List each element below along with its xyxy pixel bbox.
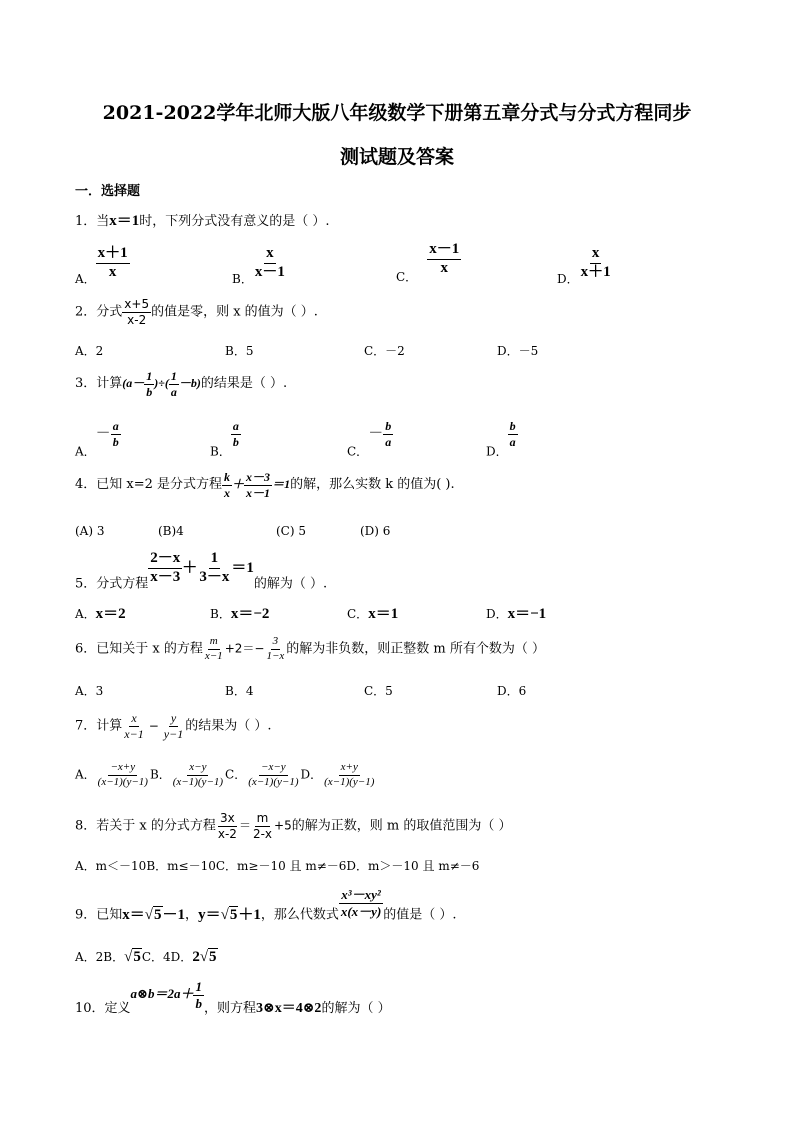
q10-mid: ，则方程 — [203, 1001, 256, 1017]
denominator: x — [440, 259, 448, 276]
fraction — [222, 471, 232, 499]
q2-option-a: A．2 — [75, 344, 104, 358]
denominator: a — [509, 434, 516, 449]
option-label: D． — [486, 607, 508, 621]
q4-option-d: (D) 6 — [360, 524, 391, 538]
fraction — [96, 246, 130, 281]
q1-option-c — [396, 242, 461, 285]
denominator: (x−1)(y−1) — [97, 775, 148, 788]
option-value: x＝−2 — [230, 606, 270, 622]
q2-option-b: B．5 — [225, 344, 254, 358]
fraction — [162, 712, 185, 740]
q1-suffix: 时，下列分式没有意义的是（ ）. — [139, 214, 330, 229]
sign: － — [95, 425, 111, 442]
numerator: x＋1 — [96, 246, 130, 264]
option-label: D． — [300, 767, 323, 782]
denominator: x(x－y) — [340, 903, 382, 919]
denominator: x−1 — [204, 649, 223, 662]
denominator: 2-x — [252, 826, 273, 841]
q5-prefix: 5．分式方程 — [75, 576, 149, 592]
option-label: C． — [225, 767, 247, 782]
denominator: (x−1)(y−1) — [172, 775, 224, 788]
option-label: B． — [210, 607, 231, 621]
option-value: x＝−1 — [507, 606, 547, 622]
operator: ＋ — [182, 559, 198, 576]
fraction — [383, 420, 393, 448]
numerator: x+5 — [124, 297, 150, 311]
fraction — [427, 242, 461, 277]
numerator: y — [170, 711, 177, 725]
denominator: x－3 — [150, 568, 181, 585]
denominator: x-2 — [127, 312, 147, 327]
numerator: 3x — [220, 811, 235, 825]
denominator: a — [170, 384, 177, 399]
denominator: (x−1)(y−1) — [248, 775, 299, 788]
q3-prefix: 3．计算 — [75, 375, 123, 391]
numerator: −x−y — [259, 762, 288, 776]
q7-suffix: 的结果为（ ）. — [185, 718, 272, 734]
numerator: x−y — [187, 762, 208, 776]
option-label: A． — [75, 607, 96, 621]
denominator: x＋1 — [580, 263, 611, 280]
q8-options: A．m＜－10B．m≤－10C．m≥－10 且 m≠－6D．m＞－10 且 m≠－6 — [75, 859, 480, 873]
option-value: x＝1 — [368, 606, 399, 622]
numerator: x — [590, 246, 602, 264]
fraction — [193, 980, 204, 1010]
fraction — [322, 762, 376, 788]
q6-mid: +2＝− — [224, 641, 265, 656]
title-line-2: 测试题及答案 — [339, 146, 454, 168]
q3-option-a — [75, 420, 121, 460]
q5-option-d — [486, 602, 546, 623]
q9-options — [75, 948, 218, 966]
fraction — [96, 762, 150, 788]
expr-part: y＝ — [198, 906, 221, 923]
q4-equation — [222, 470, 291, 500]
numerator: x — [131, 711, 137, 725]
q4-suffix: 的解，那么实数 k 的值为( ). — [290, 476, 455, 492]
title-line-1: 2021-2022学年北师大版八年级数学下册第五章分式与分式方程同步 — [102, 102, 692, 124]
numerator: m — [256, 811, 269, 825]
sign: － — [368, 425, 384, 442]
fraction — [264, 636, 286, 662]
q5-option-c — [347, 602, 398, 623]
radicand: 5 — [209, 949, 217, 965]
q6-option-b: B．4 — [225, 684, 254, 698]
q10-equation: 3⊗x＝4⊗2 — [255, 1001, 322, 1017]
expr-part: (a－ — [122, 375, 145, 390]
numerator: 2－x — [148, 551, 182, 569]
q5-option-a — [75, 602, 126, 623]
numerator: x－1 — [427, 242, 461, 260]
q9-prefix: 9．已知 — [75, 907, 123, 923]
q1-prefix: 1．当 — [75, 214, 110, 229]
option-label: B． — [210, 444, 231, 459]
question-6 — [75, 636, 545, 662]
page-title-line-2 — [0, 142, 794, 169]
q1-option-d — [557, 246, 613, 287]
q4-option-b: (B)4 — [158, 524, 184, 538]
page-title — [0, 98, 794, 125]
question-4 — [75, 471, 455, 499]
sqrt-icon: √5 — [220, 906, 238, 923]
numerator: x－3 — [246, 470, 271, 484]
q3-option-c — [347, 420, 393, 460]
numerator: x³－xy² — [341, 887, 381, 902]
question-10 — [75, 980, 391, 1017]
question-1 — [75, 209, 330, 230]
option-label: A．2B． — [75, 950, 125, 964]
sqrt-icon: √5 — [144, 906, 162, 923]
equals: ＝ — [238, 818, 251, 833]
radicand: 5 — [154, 906, 162, 923]
radicand: 5 — [229, 906, 238, 923]
q4-prefix: 4．已知 x=2 是分式方程 — [75, 476, 223, 492]
q6-suffix: 的解为非负数，则正整数 m 所有个数为（ ） — [286, 641, 545, 657]
q10-suffix: 的解为（ ） — [321, 1001, 391, 1017]
q1-option-a — [75, 246, 130, 287]
q4-option-a: (A) 3 — [75, 524, 105, 538]
denominator: x－1 — [246, 485, 271, 500]
option-label: C． — [347, 444, 369, 459]
expr-part: ＋1 — [238, 906, 261, 923]
denominator: 1−x — [266, 649, 285, 662]
fraction — [253, 246, 287, 281]
fraction — [579, 246, 613, 281]
option-label: C． — [396, 269, 418, 284]
q2-suffix: 的值是零，则 x 的值为（ ）. — [151, 304, 318, 320]
denominator: x — [108, 263, 117, 280]
expr-part: －1 — [162, 906, 186, 923]
question-8 — [75, 812, 511, 840]
denominator: b — [112, 434, 119, 449]
numerator: a — [112, 419, 119, 433]
denominator: y−1 — [163, 726, 184, 741]
denominator: x−1 — [124, 726, 144, 741]
q1-option-b — [232, 246, 287, 287]
fraction — [216, 812, 239, 840]
fraction — [197, 551, 231, 586]
option-label: A． — [75, 271, 96, 286]
q9-suffix: 的值是（ ）. — [383, 907, 457, 923]
fraction — [508, 420, 518, 448]
fraction — [148, 551, 182, 586]
q5-equation — [148, 550, 254, 585]
q6-option-d: D．6 — [497, 684, 527, 698]
fraction — [122, 712, 145, 740]
denominator: b — [232, 434, 239, 449]
q3-option-d — [486, 420, 518, 460]
fraction — [231, 420, 241, 448]
question-7 — [75, 712, 271, 740]
equals: ＝1 — [272, 476, 291, 491]
coefficient: 2 — [192, 949, 200, 965]
expr-part: a⊗b＝2a＋ — [130, 986, 194, 1002]
q4-option-c: (C) 5 — [276, 524, 306, 538]
numerator: k — [224, 470, 231, 484]
q2-fraction — [122, 298, 151, 326]
numerator: 1 — [209, 551, 221, 569]
option-label: C．4D． — [141, 950, 193, 964]
option-label: B． — [149, 767, 171, 782]
fraction — [244, 471, 272, 499]
fraction — [171, 762, 225, 788]
q9-mid: ，那么代数式 — [260, 907, 339, 923]
question-3 — [75, 370, 287, 398]
numerator: b — [509, 419, 516, 433]
q3-suffix: 的结果是（ ）. — [200, 375, 288, 391]
question-9 — [75, 888, 457, 924]
numerator: −x+y — [108, 762, 137, 776]
fraction — [111, 420, 121, 448]
operator: ＋ — [232, 476, 245, 491]
option-label: A． — [75, 767, 96, 782]
operator: +5 — [274, 818, 292, 833]
denominator: x — [224, 485, 231, 500]
sqrt-icon: √5 — [124, 949, 141, 965]
option-label: D． — [557, 271, 579, 286]
expr-part: x＝ — [122, 906, 145, 923]
question-5 — [75, 551, 327, 592]
numerator: x — [264, 246, 276, 264]
numerator: x+y — [339, 762, 360, 776]
equals: ＝1 — [231, 559, 254, 576]
fraction — [246, 762, 300, 788]
option-label: C． — [347, 607, 369, 621]
sqrt-icon: √5 — [199, 949, 217, 965]
numerator: b — [385, 419, 392, 433]
q2-option-c: C．－2 — [364, 344, 405, 358]
q3-expression — [122, 369, 201, 399]
denominator: (x−1)(y−1) — [324, 775, 375, 788]
question-2 — [75, 298, 318, 326]
operator: − — [148, 718, 159, 733]
option-label: A． — [75, 444, 96, 459]
fraction — [203, 636, 225, 662]
q2-option-d: D．－5 — [497, 344, 539, 358]
numerator: a — [232, 419, 239, 433]
fraction — [339, 888, 383, 918]
fraction — [169, 370, 179, 398]
denominator: b — [146, 384, 153, 399]
q2-prefix: 2．分式 — [75, 304, 123, 320]
q10-definition — [130, 979, 204, 1011]
separator: ， — [185, 907, 199, 923]
q3-option-b — [210, 420, 241, 460]
section-heading: 一．选择题 — [75, 184, 141, 199]
q5-option-b — [210, 602, 269, 623]
numerator: 1 — [170, 369, 177, 383]
numerator: 1 — [195, 979, 202, 994]
denominator: b — [195, 995, 202, 1011]
q7-prefix: 7．计算 — [75, 718, 123, 734]
q5-suffix: 的解为（ ）. — [253, 576, 328, 592]
q1-condition: x＝1 — [109, 213, 140, 229]
fraction — [144, 370, 154, 398]
expr-part: )÷( — [154, 375, 169, 390]
denominator: x－1 — [254, 263, 285, 280]
option-value: x＝2 — [95, 606, 126, 622]
numerator: 3 — [271, 636, 281, 650]
denominator: x-2 — [217, 826, 237, 841]
denominator: a — [385, 434, 392, 449]
option-label: D． — [486, 444, 508, 459]
option-label: B． — [232, 271, 253, 286]
fraction — [251, 812, 274, 840]
q8-prefix: 8．若关于 x 的分式方程 — [75, 818, 216, 834]
q7-options — [75, 762, 376, 788]
q9-x-expr — [122, 907, 185, 923]
option-d-value — [192, 949, 217, 965]
expr-part: －b) — [178, 375, 201, 390]
q9-y-expr — [198, 907, 261, 923]
numerator: m — [208, 636, 220, 650]
denominator: 3－x — [199, 568, 230, 585]
q6-prefix: 6．已知关于 x 的方程 — [75, 641, 203, 657]
radicand: 5 — [133, 949, 141, 965]
q8-suffix: 的解为正数，则 m 的取值范围为（ ） — [291, 818, 512, 834]
q6-option-a: A．3 — [75, 684, 104, 698]
q6-option-c: C．5 — [364, 684, 393, 698]
q10-prefix: 10．定义 — [75, 1001, 131, 1017]
numerator: 1 — [146, 369, 153, 383]
